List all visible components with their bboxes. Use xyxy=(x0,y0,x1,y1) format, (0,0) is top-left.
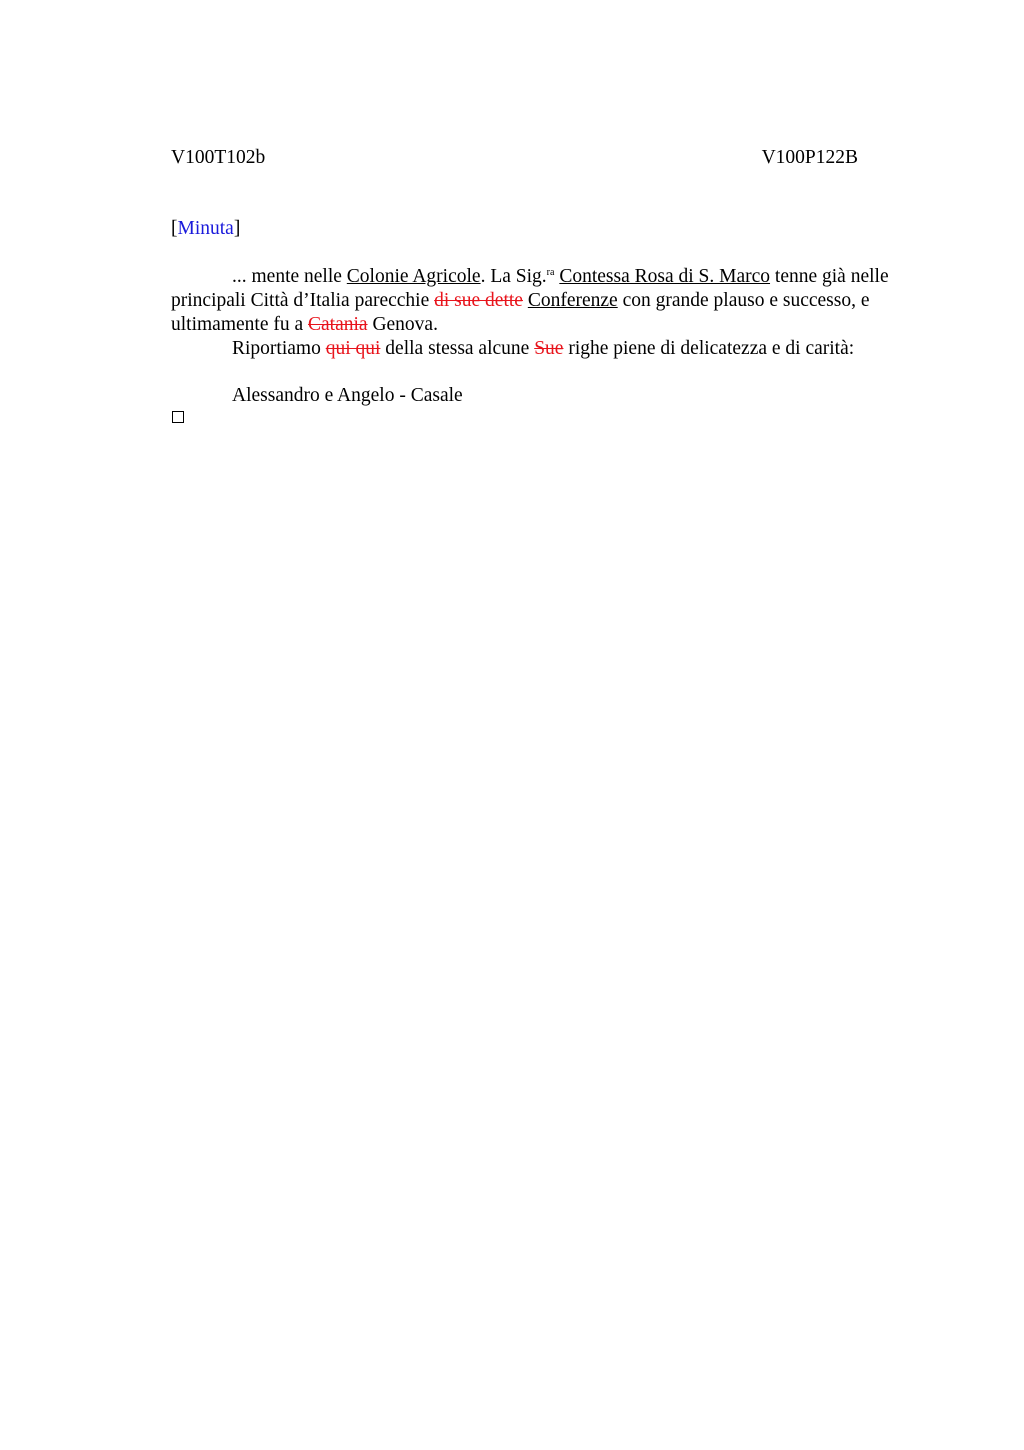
superscript-ra: ra xyxy=(546,267,555,278)
deleted-catania: Catania xyxy=(308,314,368,335)
checkbox-square-icon xyxy=(172,411,184,423)
deleted-sue: Sue xyxy=(534,338,564,359)
minuta-open-bracket: [ xyxy=(171,218,178,239)
underlined-colonie-agricole: Colonie Agricole xyxy=(346,266,481,287)
p1-text-2: . La Sig. xyxy=(480,266,547,287)
minuta-heading xyxy=(171,217,240,241)
letter-body xyxy=(171,265,891,361)
paragraph-2 xyxy=(171,337,891,361)
deleted-di-sue-dette: di sue dette xyxy=(434,290,523,311)
p1-text-1: ... mente nelle xyxy=(232,266,347,287)
p2-text-2: della stessa alcune xyxy=(380,338,535,359)
p1-text-7: Genova. xyxy=(367,314,438,335)
document-code-right: V100P122B xyxy=(761,147,858,168)
signature-line: Alessandro e Angelo - Casale xyxy=(232,385,463,406)
p2-text-3: righe piene di delicatezza e di carità: xyxy=(563,338,855,359)
page-header xyxy=(171,146,858,170)
paragraph-1 xyxy=(171,265,891,337)
underlined-contessa-name: Contessa Rosa di S. Marco xyxy=(559,266,771,287)
underlined-conferenze: Conferenze xyxy=(527,290,618,311)
p1-text-4: tenne già nelle principali Città d’Italia parecchie xyxy=(171,266,889,311)
p2-text-1: Riportiamo xyxy=(232,338,326,359)
minuta-label: Minuta xyxy=(177,218,234,239)
p1-text-6: con grande plauso e successo, e ultimamente fu a xyxy=(171,290,870,335)
deleted-qui-qui: qui qui xyxy=(325,338,381,359)
minuta-close-bracket: ] xyxy=(233,218,241,239)
document-code-left: V100T102b xyxy=(171,147,266,168)
